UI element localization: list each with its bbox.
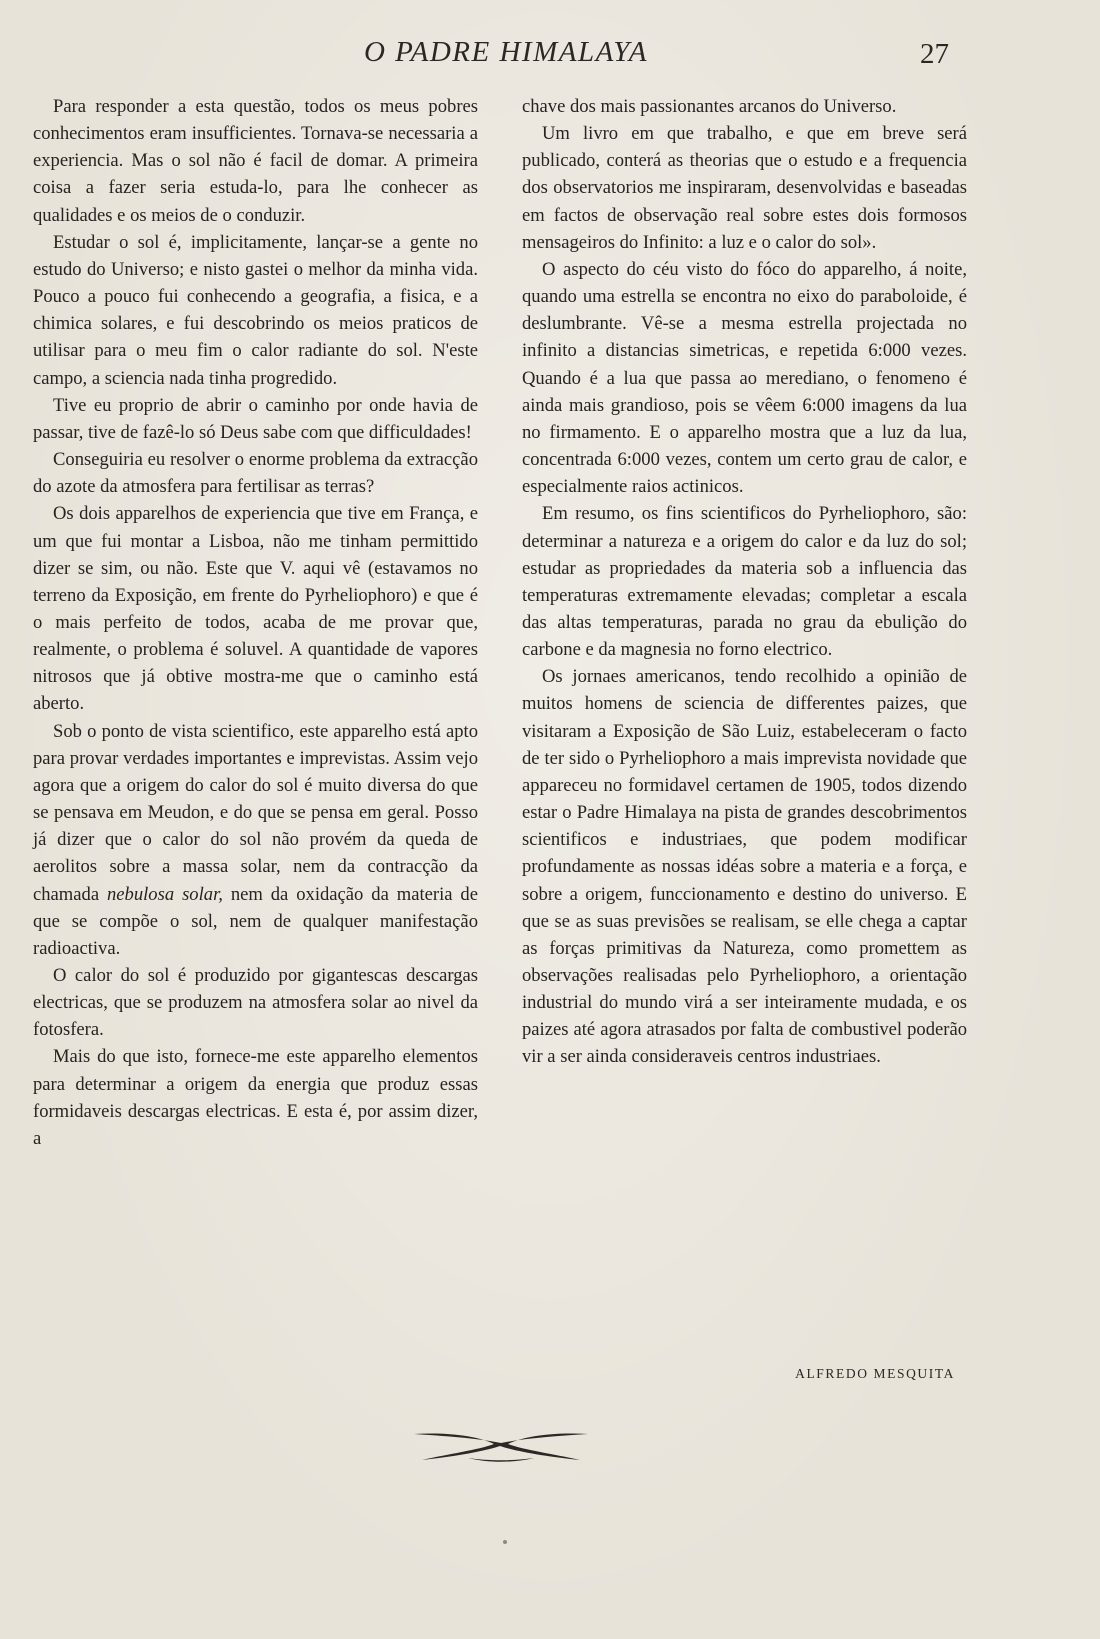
paragraph: chave dos mais passionantes arcanos do Universo. <box>522 96 897 117</box>
paragraph: Em resumo, os fins scientificos do Pyrheliophoro, são: determinar a natureza e a origem do calor e da luz do sol; estudar as propriedades da materia sob a influencia das temperaturas extremamente elevadas; completar a escala das altas temperaturas, parada no grau da ebulição do carbone e da magnesia no forno electrico. <box>522 503 967 661</box>
paragraph: Estudar o sol é, implicitamente, lançar-se a gente no estudo do Universo; e nisto gastei o melhor da minha vida. Pouco a pouco fui conhecendo a geografia, a fisica, e a chimica solares, e fui descobrindo os meios praticos de utilisar para o meu fim o calor radiante do sol. N'este campo, a sciencia nada tinha progredido. <box>33 231 478 389</box>
paragraph: Conseguiria eu resolver o enorme problema da extracção do azote da atmosfera para fertilisar as terras? <box>33 449 478 498</box>
right-column <box>522 93 967 1071</box>
paragraph: O calor do sol é produzido por gigantescas descargas electricas, que se produzem na atmosfera solar ao nivel da fotosfera. <box>33 965 478 1041</box>
running-head <box>0 30 1100 74</box>
paragraph: Tive eu proprio de abrir o caminho por onde havia de passar, tive de fazê-lo só Deus sabe com que difficuldades! <box>33 394 478 443</box>
left-column <box>33 93 478 1152</box>
paragraph-text: Sob o ponto de vista scientifico, este apparelho está apto para provar verdades importantes e imprevistas. Assim vejo agora que a origem do calor do sol é muito diversa do que se pensava em Meudon, e do que se pensa em geral. Posso já dizer que o calor do sol não provém da queda de aerolitos sobre a massa solar, nem da contracção da chamada <box>33 720 478 905</box>
paragraph: Para responder a esta questão, todos os meus pobres conhecimentos eram insufficientes. Tornava-se necessaria a experiencia. Mas o sol não é facil de domar. A primeira coisa a fazer seria estuda-lo, para lhe conhecer as qualidades e os meios de o conduzir. <box>33 96 478 226</box>
author-signature: ALFREDO MESQUITA <box>795 1366 955 1381</box>
paragraph: Os jornaes americanos, tendo recolhido a opinião de muitos homens de sciencia de differentes paizes, que visitaram a Exposição de São Luiz, estabeleceram o facto de ter sido o Pyrheliophoro a mais imprevista novidade que appareceu no formidavel certamen de 1905, todos dizendo estar o Padre Himalaya na pista de grandes descobrimentos scientificos e industriaes, que podem modificar profundamente as nossas idéas sobre a materia e a força, e sobre a origem, funccionamento e destino do universo. E que se as suas previsões se realisam, se elle chega a captar as forças primitivas da Natureza, como promettem as observações realisadas pelo Pyrheliophoro, a orientação industrial do mundo virá a ser inteiramente mudada, e os paizes até agora atrasados por falta de combustivel poderão vir a ser ainda consideraveis centros industriaes. <box>522 666 967 1068</box>
page-number: 27 <box>920 38 949 70</box>
running-title: O PADRE HIMALAYA <box>363 36 649 68</box>
paragraph: Mais do que isto, fornece-me este apparelho elementos para determinar a origem da energia que produz essas formidaveis descargas electricas. E esta é, por assim dizer, a <box>33 1046 478 1149</box>
tailpiece-ornament-icon <box>408 1428 594 1464</box>
paper-speck <box>503 1540 507 1544</box>
paragraph: Os dois apparelhos de experiencia que tive em França, e um que fui montar a Lisboa, não me tinham permittido dizer se sim, ou não. Este que V. aqui vê (estavamos no terreno da Exposição, em frente do Pyrheliophoro) e que é o mais perfeito de todos, acaba de me provar que, realmente, o problema é soluvel. A quantidade de vapores nitrosos que já obtive mostra-me que o caminho está aberto. <box>33 503 478 715</box>
paragraph: O aspecto do céu visto do fóco do apparelho, á noite, quando uma estrella se encontra no eixo do paraboloide, é deslumbrante. Vê-se a mesma estrella projectada no infinito a distancias simetricas, e repetida 6:000 vezes. Quando é a lua que passa ao merediano, o fenomeno é ainda mais grandioso, pois se vêem 6:000 imagens da lua no firmamento. E o apparelho mostra que a luz da lua, concentrada 6:000 vezes, contem um certo grau de calor, e especialmente raios actinicos. <box>522 258 967 498</box>
italic-term: nebulosa solar, <box>107 883 223 905</box>
paragraph-text: nem da oxidação da materia de que se compõe o sol, nem de qualquer manifestação radioactiva. <box>33 883 478 959</box>
paragraph: Um livro em que trabalho, e que em breve será publicado, conterá as theorias que o estudo e a frequencia dos observatorios me inspiraram, desenvolvidas e baseadas em factos de observação real sobre estes dois formosos mensageiros do Infinito: a luz e o calor do sol». <box>522 123 967 253</box>
paragraph <box>33 718 478 962</box>
